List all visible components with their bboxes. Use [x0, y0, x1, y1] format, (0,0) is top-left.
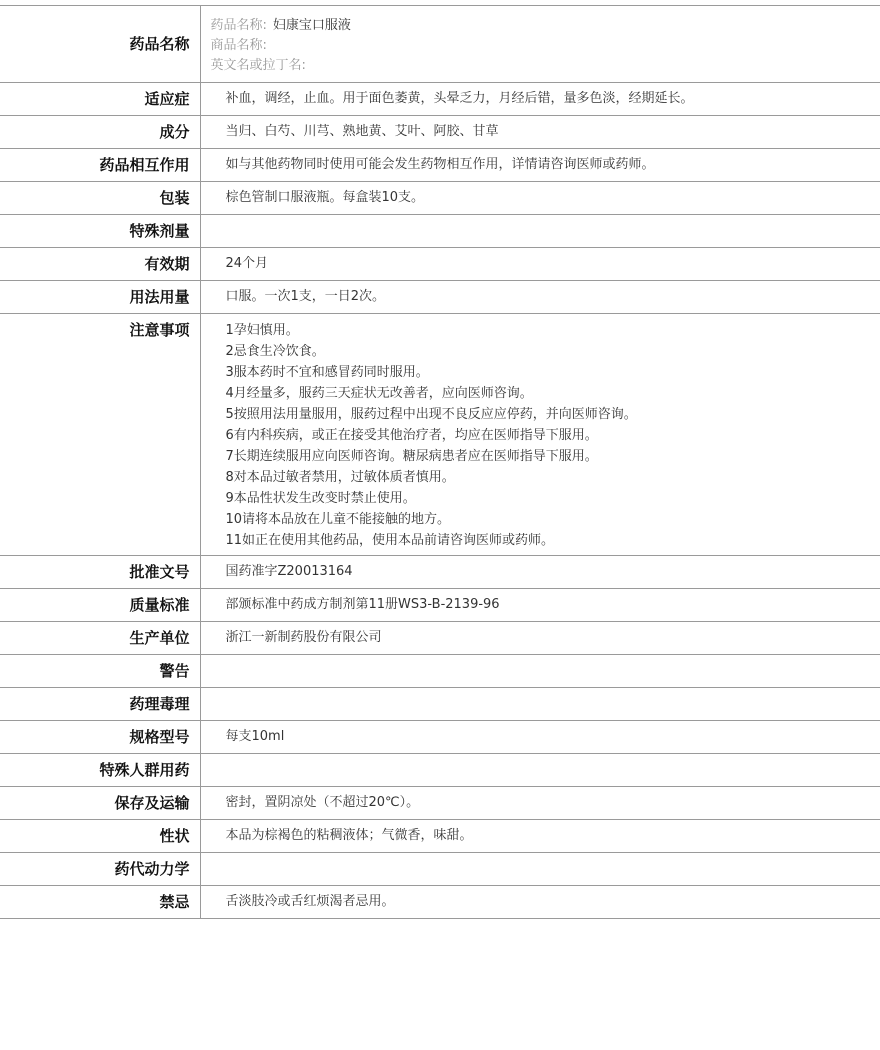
row-value-packaging: 棕色管制口服液瓶。每盒装10支。 [200, 182, 880, 215]
row-label-special-population: 特殊人群用药 [0, 754, 200, 787]
row-label-packaging: 包装 [0, 182, 200, 215]
note-item: 11如正在使用其他药品，使用本品前请咨询医师或药师。 [225, 533, 555, 548]
table-row-storage [0, 787, 880, 820]
english-name-line [211, 56, 880, 76]
row-value-manufacturer: 浙江一新制药股份有限公司 [200, 622, 880, 655]
note-item: 10请将本品放在儿童不能接触的地方。 [225, 512, 451, 527]
table-row-usage [0, 281, 880, 314]
row-value-special-population [200, 754, 880, 787]
table-row-manufacturer [0, 622, 880, 655]
note-item: 4月经量多，服药三天症状无改善者，应向医师咨询。 [225, 386, 533, 401]
row-label-storage: 保存及运输 [0, 787, 200, 820]
row-value-usage: 口服。一次1支，一日2次。 [200, 281, 880, 314]
drug-name-key: 药品名称: [210, 18, 267, 33]
table-row-packaging [0, 182, 880, 215]
drug-name-line [211, 16, 880, 36]
row-value-ingredients: 当归、白芍、川芎、熟地黄、艾叶、阿胶、甘草 [200, 116, 880, 149]
table-row-specification [0, 721, 880, 754]
english-name-key: 英文名或拉丁名: [210, 58, 306, 73]
row-label-pharmacokinetics: 药代动力学 [0, 853, 200, 886]
row-label-drug-name: 药品名称 [0, 6, 200, 83]
row-value-contraindications: 舌淡肢冷或舌红烦渴者忌用。 [200, 886, 880, 919]
trade-name-line [211, 36, 880, 56]
table-row-ingredients [0, 116, 880, 149]
row-value-storage: 密封，置阴凉处（不超过20℃）。 [200, 787, 880, 820]
table-row-contraindications [0, 886, 880, 919]
table-row-warning [0, 655, 880, 688]
row-label-notes: 注意事项 [0, 314, 200, 556]
row-label-manufacturer: 生产单位 [0, 622, 200, 655]
row-value-approval-no: 国药准字Z20013164 [200, 556, 880, 589]
note-item: 9本品性状发生改变时禁止使用。 [225, 491, 416, 506]
table-row-appearance [0, 820, 880, 853]
row-label-interactions: 药品相互作用 [0, 149, 200, 182]
note-item: 3服本药时不宜和感冒药同时服用。 [225, 365, 429, 380]
note-item: 6有内科疾病，或正在接受其他治疗者，均应在医师指导下服用。 [225, 428, 598, 443]
table-row-approval-no [0, 556, 880, 589]
table-row-special-dosage [0, 215, 880, 248]
note-item: 7长期连续服用应向医师咨询。糖尿病患者应在医师指导下服用。 [225, 449, 598, 464]
drug-info-table [0, 5, 880, 919]
row-label-approval-no: 批准文号 [0, 556, 200, 589]
row-value-pharmacology [200, 688, 880, 721]
table-row-pharmacology [0, 688, 880, 721]
row-value-shelf-life: 24个月 [200, 248, 880, 281]
note-item: 2忌食生冷饮食。 [225, 344, 325, 359]
table-row-pharmacokinetics [0, 853, 880, 886]
row-value-warning [200, 655, 880, 688]
table-row-quality-standard [0, 589, 880, 622]
note-item: 1孕妇慎用。 [225, 323, 299, 338]
table-row-indication [0, 83, 880, 116]
note-item: 5按照用法用量服用，服药过程中出现不良反应应停药，并向医师咨询。 [225, 407, 637, 422]
row-label-appearance: 性状 [0, 820, 200, 853]
row-label-quality-standard: 质量标准 [0, 589, 200, 622]
row-label-specification: 规格型号 [0, 721, 200, 754]
row-label-contraindications: 禁忌 [0, 886, 200, 919]
row-value-pharmacokinetics [200, 853, 880, 886]
table-row-notes [0, 314, 880, 556]
row-label-warning: 警告 [0, 655, 200, 688]
row-label-shelf-life: 有效期 [0, 248, 200, 281]
note-item: 8对本品过敏者禁用，过敏体质者慎用。 [225, 470, 455, 485]
table-row-special-population [0, 754, 880, 787]
row-value-interactions: 如与其他药物同时使用可能会发生药物相互作用，详情请咨询医师或药师。 [200, 149, 880, 182]
table-row-shelf-life [0, 248, 880, 281]
row-label-usage: 用法用量 [0, 281, 200, 314]
row-value-appearance: 本品为棕褐色的粘稠液体；气微香，味甜。 [200, 820, 880, 853]
row-label-pharmacology: 药理毒理 [0, 688, 200, 721]
row-label-ingredients: 成分 [0, 116, 200, 149]
row-value-quality-standard: 部颁标准中药成方制剂第11册WS3-B-2139-96 [200, 589, 880, 622]
row-value-special-dosage [200, 215, 880, 248]
drug-name-value: 妇康宝口服液 [272, 18, 351, 33]
drug-name-block [200, 6, 880, 83]
notes-list [200, 314, 880, 556]
row-label-indication: 适应症 [0, 83, 200, 116]
trade-name-key: 商品名称: [210, 38, 267, 53]
table-row-drug-name [0, 6, 880, 83]
row-label-special-dosage: 特殊剂量 [0, 215, 200, 248]
row-value-specification: 每支10ml [200, 721, 880, 754]
table-row-interactions [0, 149, 880, 182]
row-value-indication: 补血，调经，止血。用于面色萎黄，头晕乏力，月经后错，量多色淡，经期延长。 [200, 83, 880, 116]
